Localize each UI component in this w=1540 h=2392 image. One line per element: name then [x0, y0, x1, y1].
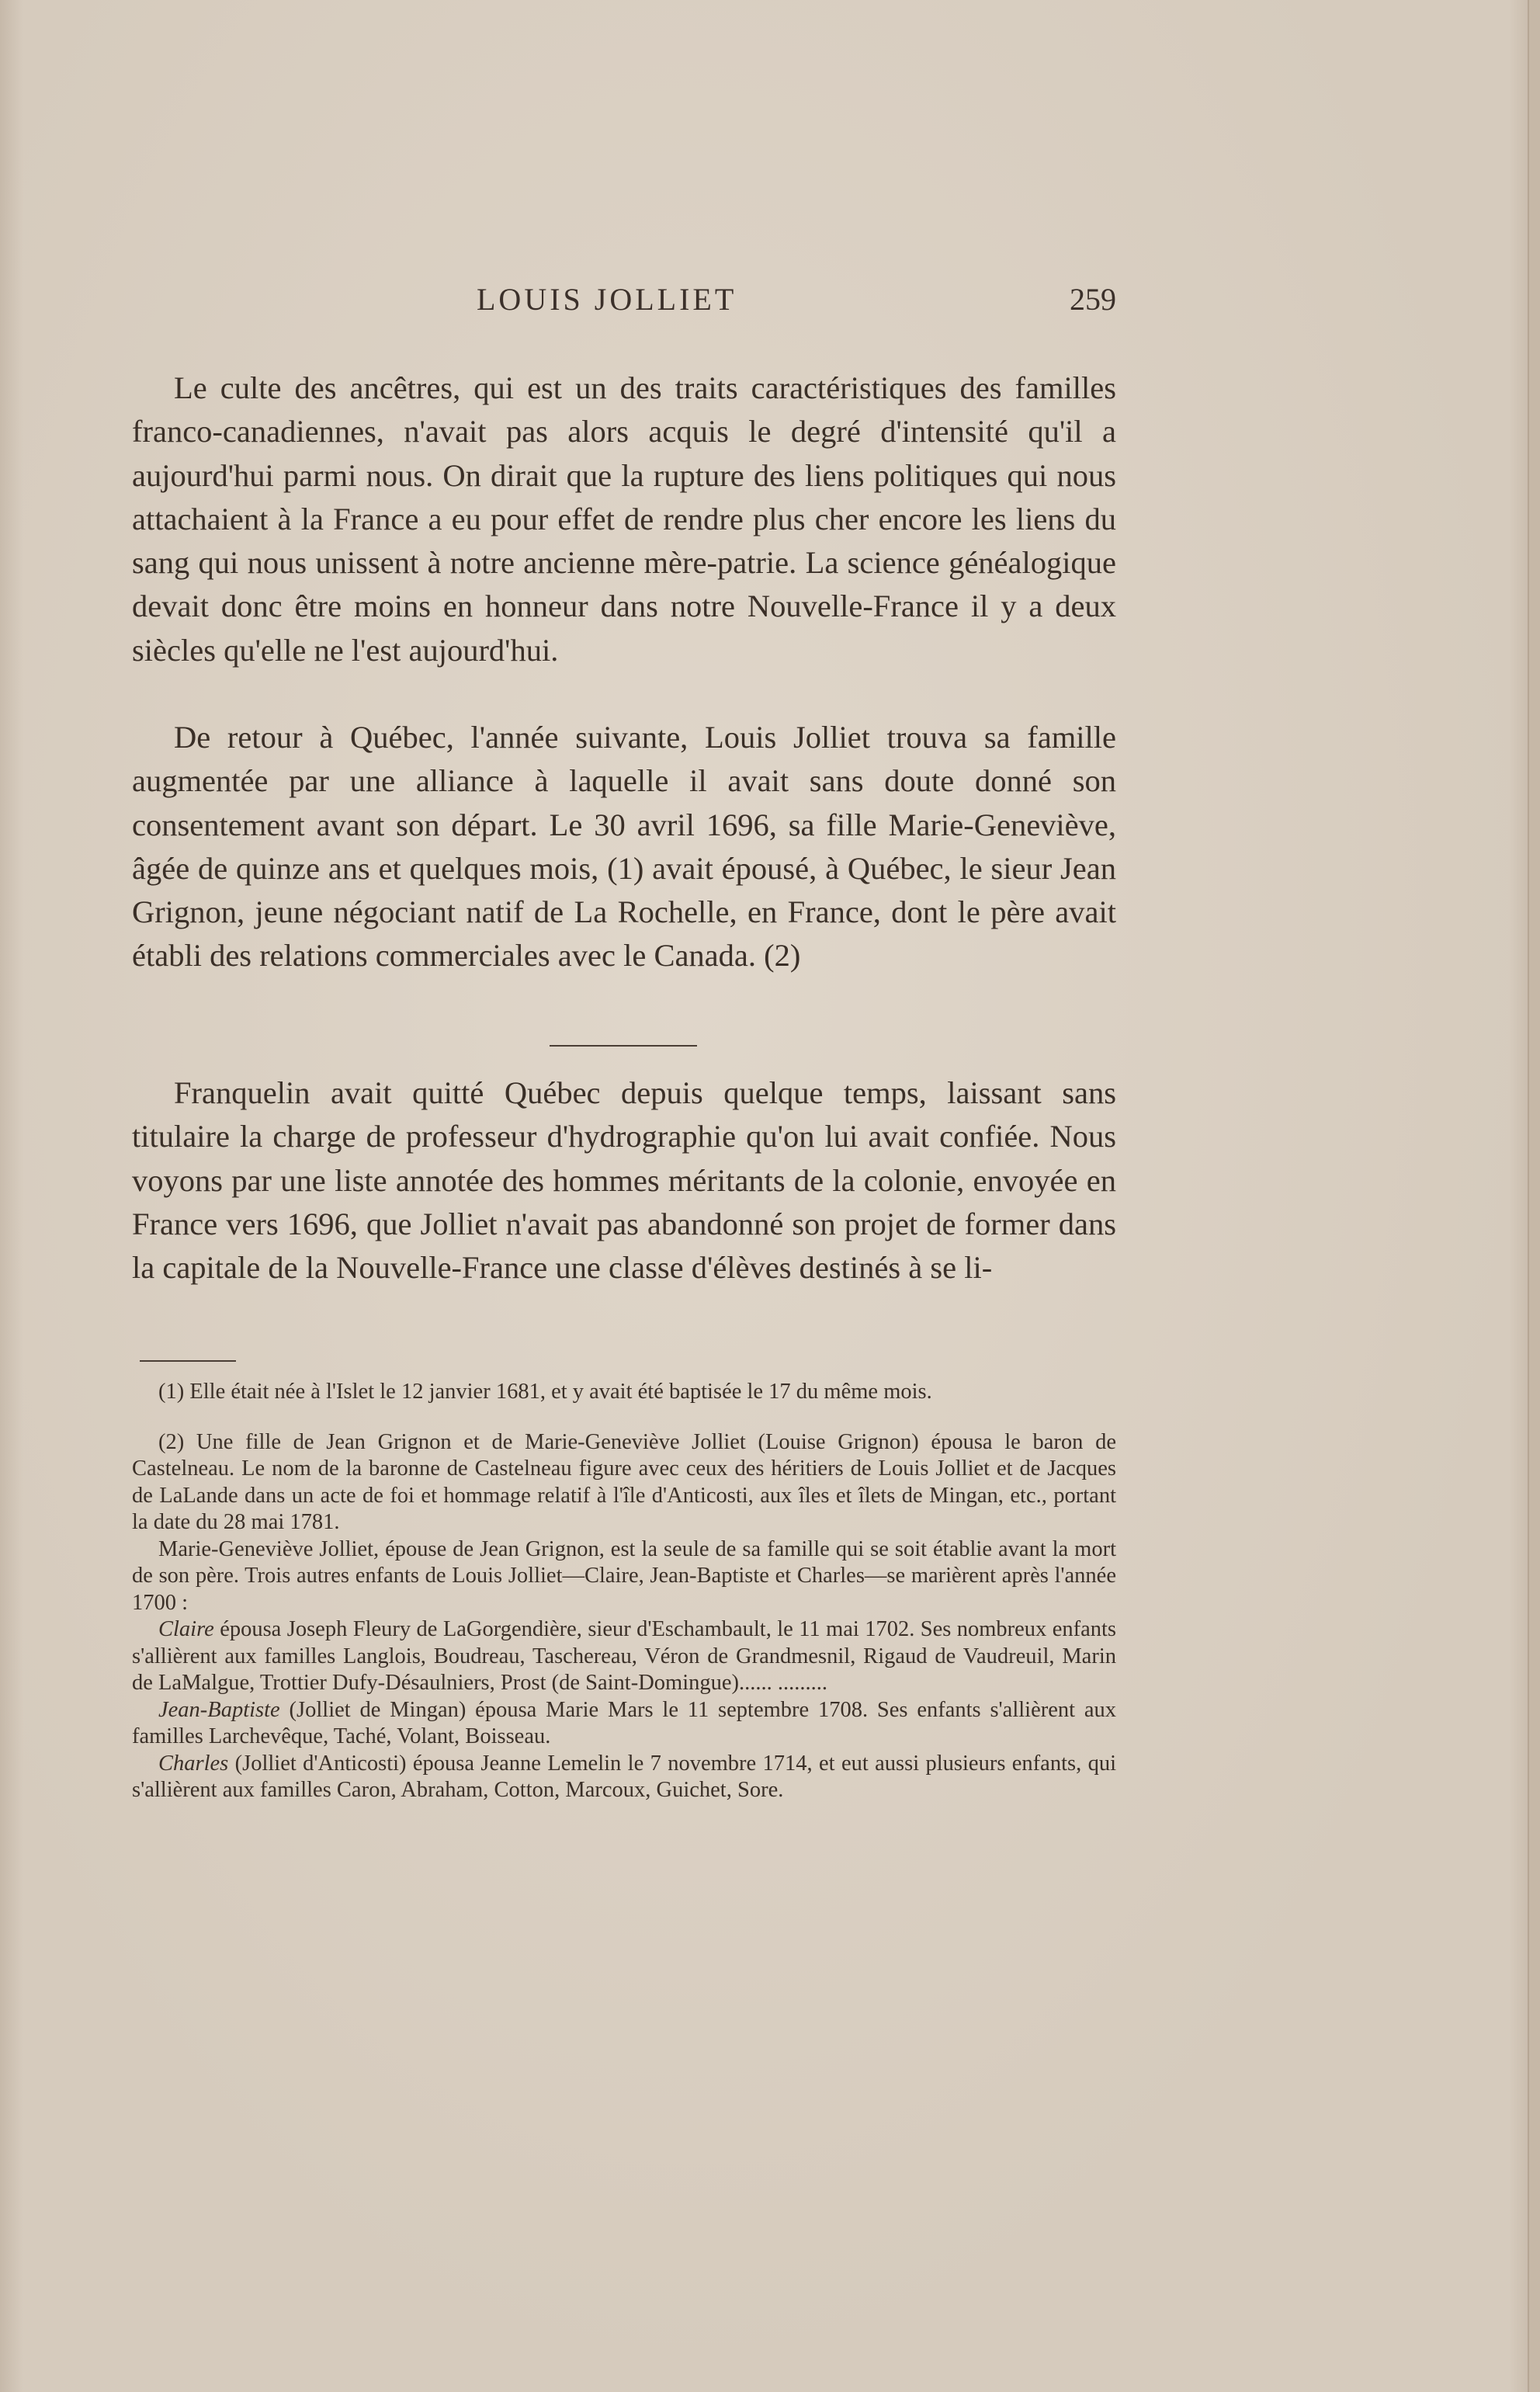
paragraph-2	[132, 716, 1116, 978]
charles-name: Charles	[158, 1751, 229, 1776]
paragraph-1-text: Le culte des ancêtres, qui est un des traits caractéristiques des familles franco-canadiennes, n'avait pas alors acquis le degré d'intensité qu'il a aujourd'hui parmi nous. On dirait que la rupture des liens politiques qui nous attachaient à la France a eu pour effet de rendre plus cher encore les liens du sang qui nous unissent à notre ancienne mère-patrie. La science généalogique devait donc être moins en honneur dans notre Nouvelle-France il y a deux siècles qu'elle ne l'est aujourd'hui.	[132, 370, 1116, 668]
footnote-charles	[132, 1751, 1116, 1804]
paragraph-2-text	[132, 716, 1116, 978]
running-title: LOUIS JOLLIET	[477, 282, 737, 317]
claire-text: épousa Joseph Fleury de LaGorgendière, sieur d'Eschambault, le 11 mai 1702. Ses nombreux enfants s'allièrent aux familles Langlois, Boudreau, Taschereau, Véron de Grandmesnil, Rigaud de Vaudreuil, Marin de LaMalgue, Trottier Dufy-Désaulniers, Prost (de Saint-Domingue)...... .........	[132, 1617, 1116, 1695]
section-separator	[550, 1045, 697, 1047]
footnote-jean-baptiste	[132, 1697, 1116, 1751]
page-header	[132, 281, 1116, 328]
paragraph-2-part-b: avait épousé, à Québec, le sieur Jean Grignon, jeune négociant natif de La Rochelle, en France, dont le père avait établi des relations commerciales avec le Canada.	[132, 850, 1116, 974]
footnote-ref-1: (1)	[607, 850, 644, 886]
footnote-2: (2) Une fille de Jean Grignon et de Marie-Geneviève Jolliet (Louise Grignon) épousa le baron de Castelneau. Le nom de la baronne de Castelneau figure avec ceux des héritiers de Louis Jolliet et de Jacques de LaLande dans un acte de foi et hommage relatif à l'île d'Anticosti, aux îles et îlets de Mingan, etc., portant la date du 28 mai 1781.	[132, 1429, 1116, 1534]
footnotes	[132, 1379, 1116, 1804]
footnote-ref-2: (2)	[764, 938, 801, 974]
paragraph-2-part-a: De retour à Québec, l'année suivante, Louis Jolliet trouva sa famille augmentée par une alliance à laquelle il avait sans doute donné son consentement avant son départ. Le 30 avril 1696, sa fille Marie-Geneviève, âgée de quinze ans et quelques mois,	[132, 720, 1116, 886]
charles-text: (Jolliet d'Anticosti) épousa Jeanne Lemelin le 7 novembre 1714, et eut aussi plusieurs enfants, qui s'allièrent aux familles Caron, Abraham, Cotton, Marcoux, Guichet, Sore.	[132, 1751, 1116, 1802]
jean-baptiste-text: (Jolliet de Mingan) épousa Marie Mars le 11 septembre 1708. Ses enfants s'allièrent aux familles Larchevêque, Taché, Volant, Boisseau.	[132, 1697, 1116, 1748]
page-edge	[1528, 0, 1540, 2392]
footnote-rule	[140, 1360, 236, 1362]
footnote-claire	[132, 1616, 1116, 1697]
paragraph-1	[132, 366, 1116, 672]
claire-name: Claire	[158, 1617, 214, 1641]
jean-baptiste-name: Jean-Baptiste	[158, 1697, 280, 1722]
footnote-1: (1) Elle était née à l'Islet le 12 janvier 1681, et y avait été baptisée le 17 du même mois.	[158, 1380, 932, 1404]
page-number: 259	[1070, 282, 1116, 317]
footnote-2-continued: Marie-Geneviève Jolliet, épouse de Jean Grignon, est la seule de sa famille qui se soit établie avant la mort de son père. Trois autres enfants de Louis Jolliet—Claire, Jean-Baptiste et Charles—se marièrent après l'année 1700 :	[132, 1536, 1116, 1615]
paragraph-3-text: Franquelin avait quitté Québec depuis quelque temps, laissant sans titulaire la charge de professeur d'hydrographie qu'on lui avait confiée. Nous voyons par une liste annotée des hommes méritants de la colonie, envoyée en France vers 1696, que Jolliet n'avait pas abandonné son projet de former dans la capitale de la Nouvelle-France une classe d'élèves destinés à se li-	[132, 1075, 1116, 1286]
paragraph-3	[132, 1071, 1116, 1290]
